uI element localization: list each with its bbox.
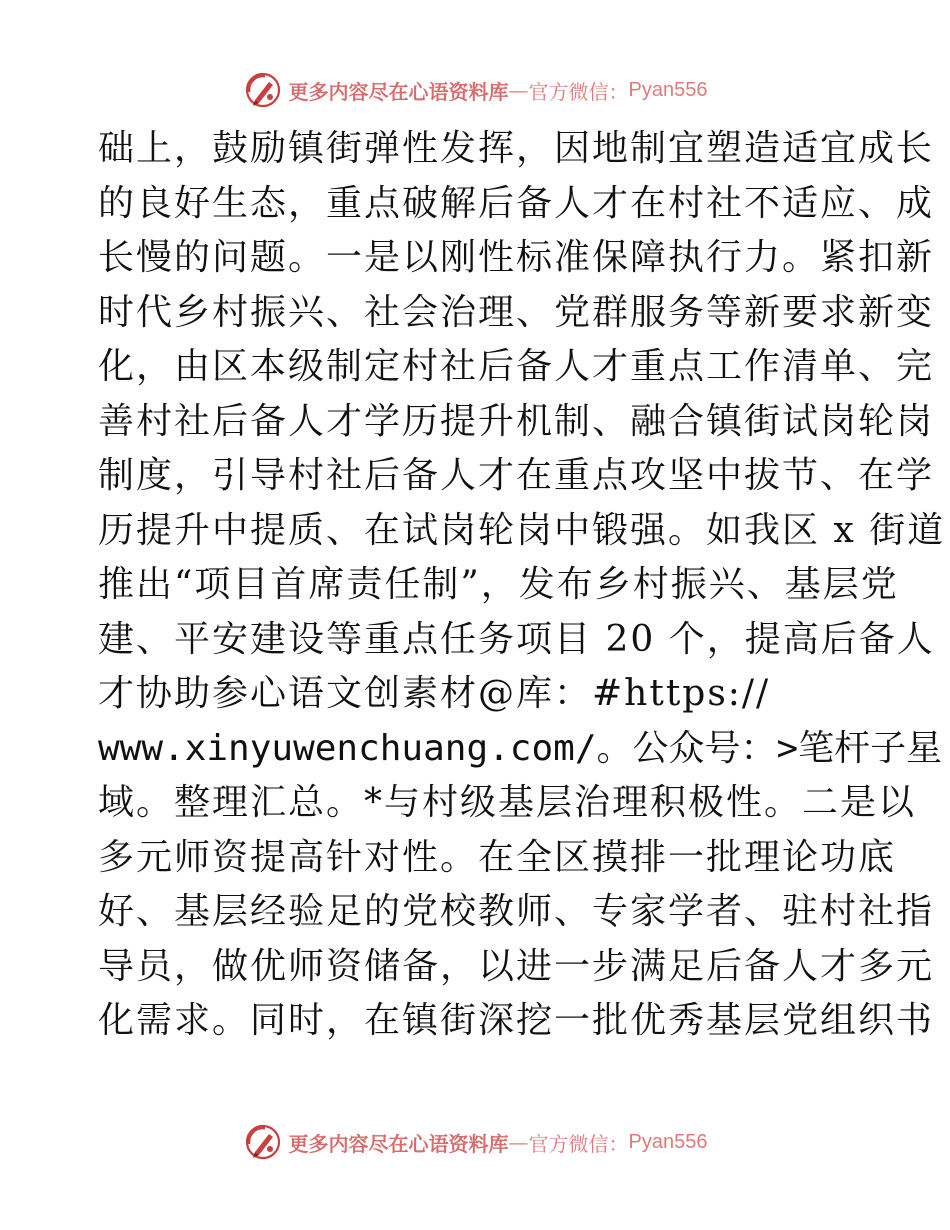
- document-body: [98, 122, 946, 1049]
- text-line-url: www.xinyuwenchuang.com/。公众号：>笔杆子星: [98, 727, 943, 769]
- footer-watermark-banner: [0, 1120, 950, 1164]
- watermark-wechat-id: Pyan556: [628, 1130, 708, 1153]
- header-watermark-banner: [0, 68, 950, 112]
- watermark-dash: —: [508, 1130, 529, 1154]
- text-line: 化需求。同时，在镇街深挖一批优秀基层党组织书: [98, 1000, 935, 1041]
- watermark-dash: —: [508, 78, 529, 102]
- text-line: 多元师资提高针对性。在全区摸排一批理论功底: [98, 836, 897, 878]
- text-line: 域。整理汇总。*与村级基层治理积极性。二是以: [98, 782, 917, 823]
- text-line: 导员，做优师资储备，以进一步满足后备人才多元: [98, 945, 935, 987]
- text-line: 时代乡村振兴、社会治理、党群服务等新要求新变: [98, 291, 935, 333]
- text-line: 础上，鼓励镇街弹性发挥，因地制宜塑造适宜成长: [98, 128, 935, 169]
- text-line: 长慢的问题。一是以刚性标准保障执行力。紧扣新: [98, 237, 935, 278]
- text-line: 善村社后备人才学历提升机制、融合镇街试岗轮岗: [98, 400, 935, 442]
- watermark-site-name: 更多内容尽在心语资料库: [288, 1131, 509, 1156]
- watermark-wechat-label: 官方微信：: [528, 79, 629, 104]
- text-line: 化，由区本级制定村社后备人才重点工作清单、完: [98, 346, 935, 387]
- text-line: 的良好生态，重点破解后备人才在村社不适应、成: [98, 182, 935, 224]
- text-line: 推出“项目首席责任制”，发布乡村振兴、基层党: [98, 564, 899, 605]
- pen-logo-icon: [243, 70, 283, 110]
- text-line: 才协助参心语文创素材@库：#https://: [98, 673, 771, 714]
- text-line: 好、基层经验足的党校教师、专家学者、驻村社指: [98, 891, 935, 932]
- text-line: 制度，引导村社后备人才在重点攻坚中拔节、在学: [98, 455, 935, 496]
- text-line: 历提升中提质、在试岗轮岗中锻强。如我区 x 街道: [98, 509, 946, 551]
- watermark-site-name: 更多内容尽在心语资料库: [288, 79, 509, 104]
- text-line: 建、平安建设等重点任务项目 20 个，提高后备人: [98, 618, 935, 660]
- watermark-wechat-id: Pyan556: [628, 78, 708, 101]
- pen-logo-icon: [243, 1122, 283, 1162]
- watermark-wechat-label: 官方微信：: [528, 1131, 629, 1156]
